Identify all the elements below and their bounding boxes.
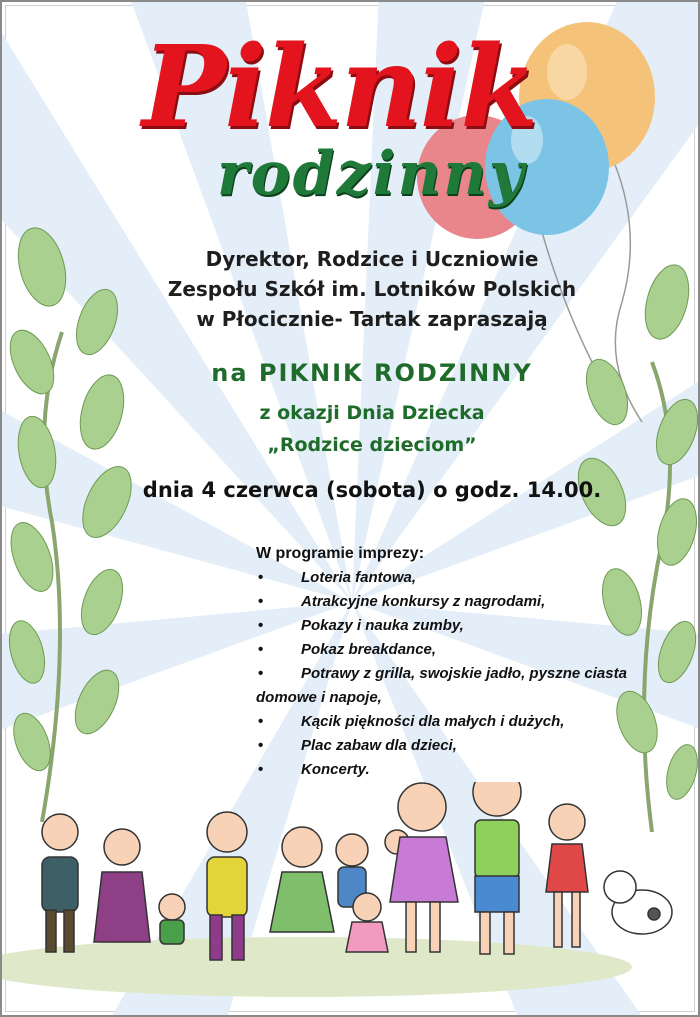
invite-occasion: z okazji Dnia Dziecka bbox=[259, 402, 485, 424]
invite-title bbox=[102, 359, 642, 387]
program-header: W programie imprezy: bbox=[256, 545, 425, 562]
program-item: • Loteria fantowa, bbox=[256, 566, 656, 590]
invite-prefix: na bbox=[211, 359, 249, 387]
program-item: • Potrawy z grilla, swojskie jadło, pyszne ciasta domowe i napoje, bbox=[256, 662, 656, 710]
event-date: dnia 4 czerwca (sobota) o godz. 14.00. bbox=[142, 478, 602, 502]
hosts-block bbox=[102, 244, 642, 334]
family-illustration bbox=[2, 782, 700, 1012]
program-item: • Koncerty. bbox=[256, 758, 656, 782]
invite-name: PIKNIK RODZINNY bbox=[258, 359, 533, 387]
program-item: • Plac zabaw dla dzieci, bbox=[256, 734, 656, 758]
program-list bbox=[256, 566, 656, 782]
program-item: • Atrakcyjne konkursy z nagrodami, bbox=[256, 590, 656, 614]
program-section bbox=[256, 542, 656, 782]
program-item: • Pokaz breakdance, bbox=[256, 638, 656, 662]
program-item: • Pokazy i nauka zumby, bbox=[256, 614, 656, 638]
invite-motto: „Rodzice dzieciom” bbox=[267, 434, 477, 456]
hosts-line: Dyrektor, Rodzice i Uczniowie bbox=[205, 247, 539, 271]
poster-subtitle: rodzinny bbox=[217, 139, 526, 209]
poster-title: Piknik bbox=[142, 22, 536, 153]
program-item: • Kącik piękności dla małych i dużych, bbox=[256, 710, 656, 734]
hosts-line: Zespołu Szkół im. Lotników Polskich bbox=[167, 277, 577, 301]
hosts-line: w Płocicznie- Tartak zapraszają bbox=[196, 307, 548, 331]
